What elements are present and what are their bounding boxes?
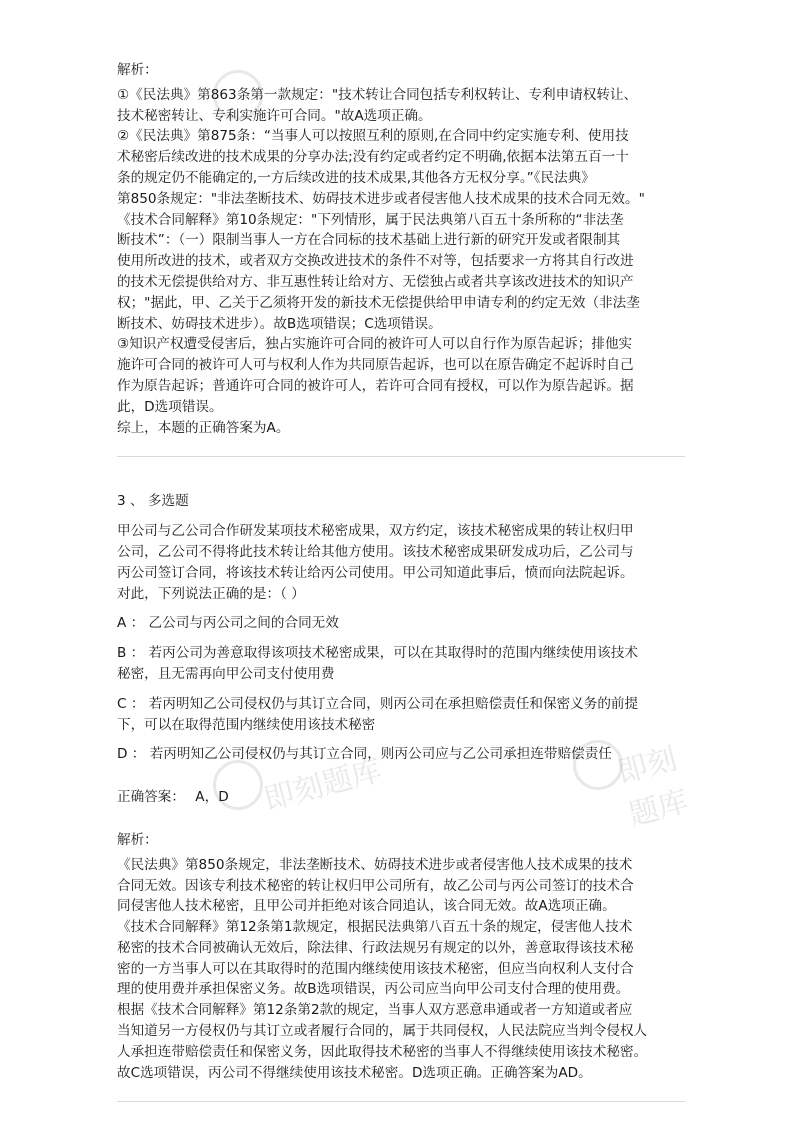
option-c <box>117 694 685 736</box>
analysis-line: 此，D选项错误。 <box>117 398 223 415</box>
question-stem-line: 对此，下列说法正确的是：（ ） <box>117 585 305 602</box>
analysis-line: ①《民法典》第863条第一款规定："技术转让合同包括专利权转让、专利申请权转让、 <box>117 86 638 103</box>
question-3 <box>117 491 685 1083</box>
question-stem-line: 丙公司签订合同，将该技术转让给丙公司使用。甲公司知道此事后，愤而向法院起诉。 <box>117 564 634 581</box>
question-type-label: 3 、 多选题 <box>117 493 189 510</box>
correct-answer-label: 正确答案： <box>117 789 185 806</box>
option-c-text: 下，可以在取得范围内继续使用该技术秘密 <box>117 716 376 733</box>
option-a <box>117 613 685 634</box>
question-stem-line: 甲公司与乙公司合作研发某项技术秘密成果，双方约定，该技术秘密成果的转让权归甲 <box>117 523 634 540</box>
watermark-text: 即刻题库 <box>613 741 693 834</box>
analysis-line: 《技术合同解释》第12条第1款规定，根据民法典第八百五十条的规定，侵害他人技术 <box>117 919 633 936</box>
analysis-line: 条的规定仍不能确定的,一方后续改进的技术成果,其他各方无权分享。”《民法典》 <box>117 169 595 186</box>
option-b-text: B ： 若丙公司为善意取得该项技术秘密成果，可以在其取得时的范围内继续使用该技术 <box>117 645 638 662</box>
analysis-heading: 解析： <box>117 62 158 78</box>
correct-answer-value: A，D <box>195 789 229 806</box>
analysis-line: 断技术、妨碍技术进步）。故B选项错误；C选项错误。 <box>117 315 442 332</box>
option-a-text: A ： 乙公司与丙公司之间的合同无效 <box>117 615 339 632</box>
option-c-text: C ： 若丙明知乙公司侵权仍与其订立合同，则丙公司在承担赔偿责任和保密义务的前提 <box>117 695 639 712</box>
correct-answer <box>117 787 685 808</box>
analysis-heading: 解析： <box>117 831 158 848</box>
analysis-line: ③知识产权遭受侵害后，独占实施许可合同的被许可人可以自行作为原告起诉；排他实 <box>117 336 633 353</box>
watermark-text: 即刻题库 <box>260 752 386 818</box>
analysis-line: 使用所改进的技术，或者双方交换改进技术的条件不对等，包括要求一方将其自行改进 <box>117 253 634 270</box>
option-d-text: D ： 若丙明知乙公司侵权仍与其订立合同，则丙公司应与乙公司承担连带赔偿责任 <box>117 746 612 763</box>
section-divider <box>117 1101 685 1102</box>
document-page <box>117 60 685 1102</box>
analysis-line: 密的一方当事人可以在其取得时的范围内继续使用该技术秘密，但应当向权利人支付合 <box>117 960 634 977</box>
analysis-line: 术秘密后续改进的技术成果的分享办法;没有约定或者约定不明确,依据本法第五百一十 <box>117 149 629 166</box>
analysis-line: 《技术合同解释》第10条规定："下列情形，属于民法典第八百五十条所称的“非法垄 <box>117 211 624 228</box>
question-stem-line: 公司，乙公司不得将此技术转让给其他方使用。该技术秘密成果研发成功后，乙公司与 <box>117 543 634 560</box>
analysis-line: 人承担连带赔偿责任和保密义务，因此取得技术秘密的当事人不得继续使用该技术秘密。 <box>117 1043 648 1060</box>
analysis-line: 断技术”：（一）限制当事人一方在合同标的技术基础上进行新的研究开发或者限制其 <box>117 232 621 249</box>
option-b <box>117 643 685 685</box>
analysis-line: 权；"据此，甲、乙关于乙须将开发的新技术无偿提供给甲申请专利的约定无效（非法垄 <box>117 294 640 311</box>
analysis-line: 合同无效。因该专利技术秘密的转让权归甲公司所有，故乙公司与丙公司签订的技术合 <box>117 877 634 894</box>
option-b-text: 秘密，且无需再向甲公司支付使用费 <box>117 665 335 682</box>
analysis-line: 作为原告起诉；普通许可合同的被许可人，若许可合同有授权，可以作为原告起诉。据 <box>117 377 634 394</box>
analysis-line: 同侵害他人技术秘密，且甲公司并拒绝对该合同追认，该合同无效。故A选项正确。 <box>117 898 616 915</box>
analysis-line: 的技术无偿提供给对方、非互惠性转让给对方、无偿独占或者共享该改进技术的知识产 <box>117 273 634 290</box>
analysis-line: 理的使用费并承担保密义务。故B选项错误，丙公司应当向甲公司支付合理的使用费。 <box>117 981 630 998</box>
analysis-line: 技术秘密转让、专利实施许可合同。"故A选项正确。 <box>117 107 432 124</box>
analysis-line: 综上，本题的正确答案为A。 <box>117 419 290 436</box>
option-d <box>117 744 685 765</box>
analysis-section-1 <box>117 60 685 438</box>
analysis-line: 故C选项错误，丙公司不得继续使用该技术秘密。D选项正确。正确答案为AD。 <box>117 1064 592 1081</box>
analysis-line: 根据《技术合同解释》第12条第2款的规定，当事人双方恶意串通或者一方知道或者应 <box>117 1002 633 1019</box>
analysis-line: 《民法典》第850条规定，非法垄断技术、妨碍技术进步或者侵害他人技术成果的技术 <box>117 856 633 873</box>
analysis-line: 当知道另一方侵权仍与其订立或者履行合同的，属于共同侵权，人民法院应当判令侵权人 <box>117 1023 648 1040</box>
analysis-line: 秘密的技术合同被确认无效后，除法律、行政法规另有规定的以外，善意取得该技术秘 <box>117 939 634 956</box>
section-divider <box>117 456 685 457</box>
analysis-line: ②《民法典》第875条：“当事人可以按照互利的原则,在合同中约定实施专利、使用技 <box>117 128 629 145</box>
analysis-line: 施许可合同的被许可人可与权利人作为共同原告起诉，也可以在原告确定不起诉时自己 <box>117 357 634 374</box>
analysis-line: 第850条规定："非法垄断技术、妨碍技术进步或者侵害他人技术成果的技术合同无效。" <box>117 190 645 207</box>
